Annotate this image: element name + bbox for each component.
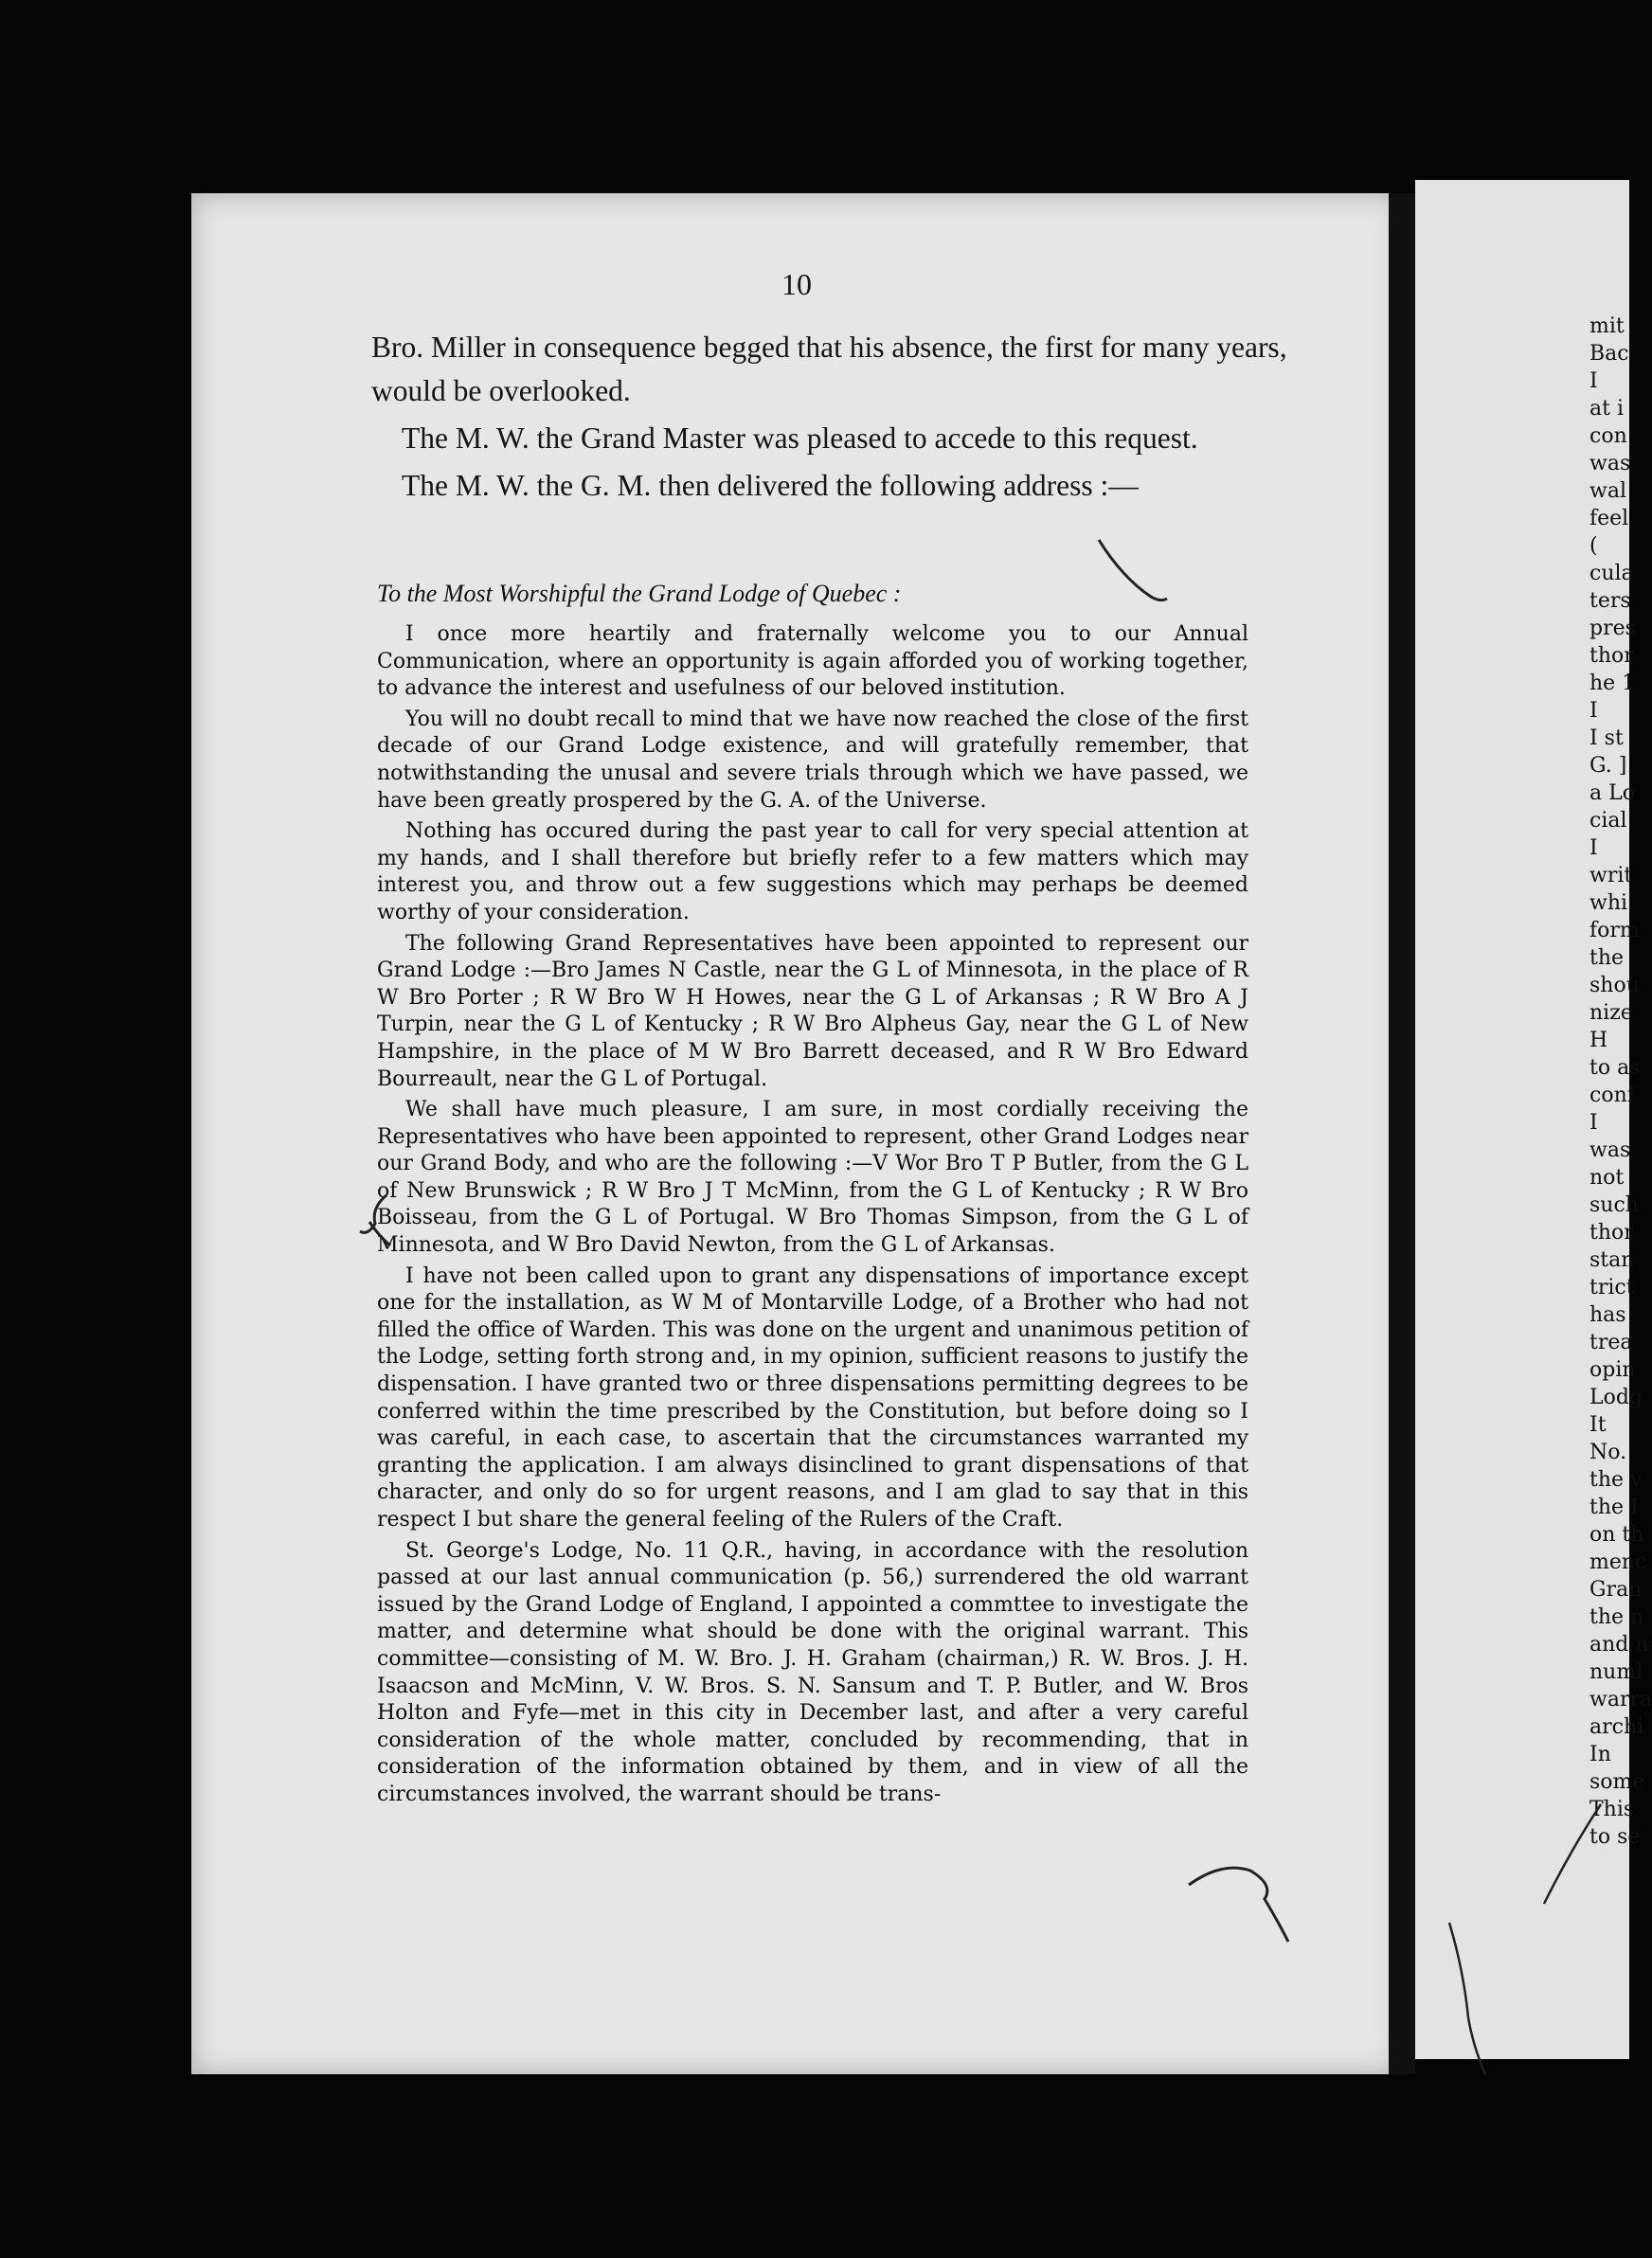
right-page-line: numl — [1589, 1660, 1643, 1684]
right-page-line: has — [1589, 1303, 1626, 1327]
right-page-line: ( — [1589, 534, 1598, 558]
address-paragraph: St. George's Lodge, No. 11 Q.R., having, in accordance with the resolution passed at our last annual communication (p. 56,) surrendered the old warrant issued by the Grand Lodge of England, I appointed a commttee to investigate the matter, and determine what should be done with the original warrant. This committee—consisting of M. W. Bro. J. H. Graham (chairman,) R. W. Bros. J. H. Isaacson and McMinn, V. W. Bros. S. N. Sansum and T. P. Butler, and W. Bros Holton and Fyfe—met in this city in December last, and after a very careful consideration of the whole matter, concluded by recommending, that in consideration of the information obtained by them, and in view of all the circumstances involved, the warrant should be trans- — [377, 1538, 1248, 1806]
right-page-line: he 1 — [1589, 672, 1636, 695]
right-page-fragment — [1415, 180, 1652, 2059]
right-page-line: mit — [1589, 314, 1625, 338]
address-paragraph: Nothing has occured during the past year to call for very special attention at my hands, and I shall therefore but briefly refer to a few matters which may interest you, and throw out a few suggestions which may perhaps be deemed worthy of your consideration. — [377, 819, 1248, 924]
address-body — [377, 621, 1248, 1813]
right-page-line: Gran — [1589, 1578, 1643, 1602]
address-salutation: To the Most Worshipful the Grand Lodge of Quebec : — [377, 580, 902, 607]
intro-paragraph: Bro. Miller in consequence begged that his absence, the first for many years, would be overlooked. — [371, 331, 1287, 407]
right-page-line: Bac — [1589, 342, 1629, 366]
right-page-line: conf — [1589, 1084, 1635, 1107]
left-page — [191, 193, 1402, 2074]
right-page-line: stan — [1589, 1248, 1635, 1272]
right-page-line: opin — [1589, 1358, 1636, 1382]
right-page-line: wal — [1589, 479, 1626, 503]
right-page-line: I — [1589, 369, 1598, 393]
page-gutter — [1389, 193, 1415, 2074]
right-page-line: was — [1589, 452, 1631, 475]
right-page-line: menc — [1589, 1550, 1647, 1574]
right-page-line: warra — [1589, 1688, 1652, 1711]
right-page-line: It — [1589, 1413, 1607, 1437]
right-page-line: form — [1589, 919, 1640, 942]
right-page-line: This — [1589, 1798, 1635, 1821]
right-page-line: the n — [1589, 1605, 1644, 1629]
right-page-line: Lodg — [1589, 1386, 1643, 1409]
right-page-line: was — [1589, 1138, 1631, 1162]
right-page-line: whi — [1589, 891, 1628, 915]
right-page-line: pres — [1589, 617, 1636, 640]
intro-text — [371, 326, 1328, 511]
right-page-text — [1589, 313, 1652, 1851]
right-page-line: trict — [1589, 1276, 1635, 1299]
address-paragraph: The following Grand Representatives have been appointed to represent our Grand Lodge :—Bro James N Castle, near the G L of Minnesota, in the place of R W Bro Porter ; R W Bro W H Howes, near the G L of Arkansas ; R W Bro A J Turpin, near the G L of Kentucky ; R W Bro Alpheus Gay, near the G L of New Hampshire, in the place of M W Bro Barrett deceased, and R W Bro Edward Bourreault, near the G L of Portugal. — [377, 931, 1248, 1091]
right-page-line: the — [1589, 946, 1625, 970]
right-page-line: on th — [1589, 1523, 1644, 1547]
right-page-line: cula — [1589, 562, 1634, 585]
right-page-line: H — [1589, 1029, 1608, 1052]
right-page-line: to as — [1589, 1056, 1641, 1080]
intro-paragraph: The M. W. the Grand Master was pleased to accede to this request. — [402, 421, 1198, 455]
right-page-line: I — [1589, 836, 1598, 860]
address-paragraph: You will no doubt recall to mind that we have now reached the close of the first decade of our Grand Lodge existence, and will gratefully remember, that notwithstanding the unusal and severe trials through which we have passed, we have been greatly prospered by the G. A. of the Universe. — [377, 707, 1248, 813]
right-page-line: not — [1589, 1166, 1625, 1190]
right-page-line: writ — [1589, 864, 1633, 887]
right-page-line: No. — [1589, 1441, 1627, 1464]
right-page-line: such — [1589, 1193, 1639, 1217]
right-page-line: con — [1589, 424, 1627, 448]
right-page-line: G. ] — [1589, 754, 1627, 778]
right-page-line: shou — [1589, 974, 1640, 997]
right-page-line: I — [1589, 1111, 1598, 1135]
right-page-line: the v — [1589, 1468, 1643, 1492]
right-page-line: thor — [1589, 644, 1634, 668]
right-page-line: ters — [1589, 589, 1631, 613]
right-page-line: feel — [1589, 507, 1629, 530]
right-page-line: I st — [1589, 726, 1624, 750]
right-page-line: and n — [1589, 1633, 1649, 1657]
intro-paragraph: The M. W. the G. M. then delivered the following address :— — [402, 469, 1139, 502]
address-paragraph: I once more heartily and fraternally welcome you to our Annual Communication, where an opportunity is again afforded you of working together, to advance the interest and usefulness of our beloved institution. — [377, 622, 1248, 701]
right-page-line: thor — [1589, 1221, 1634, 1245]
right-page-line: at i — [1589, 397, 1624, 421]
right-page-line: cial — [1589, 809, 1627, 833]
page-number: 10 — [781, 267, 812, 301]
right-page-line: some — [1589, 1770, 1645, 1794]
right-page-line: I — [1589, 699, 1598, 723]
address-paragraph: I have not been called upon to grant any dispensations of importance except one for the installation, as W M of Montarville Lodge, of a Brother who had not filled the office of Warden. This was done on the urgent and unanimous petition of the Lodge, setting forth strong and, in my opinion, sufficient reasons to justify the dispensation. I have granted two or three dispensations permitting degrees to be conferred within the time prescribed by the Constitution, but before doing so I was careful, in each case, to ascertain that the circumstances warranted my granting the application. I am always disinclined to grant dispensations of that character, and only do so for urgent reasons, and I am glad to say that in this respect I but share the general feeling of the Rulers of the Craft. — [377, 1263, 1248, 1532]
right-page-line: nize — [1589, 1001, 1633, 1025]
right-page-line: to se — [1589, 1825, 1641, 1849]
right-page-line: In — [1589, 1743, 1611, 1766]
right-page-line: a Lo — [1589, 781, 1635, 805]
right-page-line: the I — [1589, 1496, 1639, 1519]
address-paragraph: We shall have much pleasure, I am sure, in most cordially receiving the Representatives who have been appointed to represent, other Grand Lodges near our Grand Body, and who are the following :—V Wor Bro T P Butler, from the G L of New Brunswick ; R W Bro J T McMinn, from the G L of Kentucky ; R W Bro Boisseau, from the G L of Portugal. W Bro Thomas Simpson, from the G L of Minnesota, and W Bro David Newton, from the G L of Arkansas. — [377, 1098, 1248, 1258]
right-page-line: trea — [1589, 1331, 1633, 1354]
right-page-line: archi — [1589, 1715, 1644, 1739]
